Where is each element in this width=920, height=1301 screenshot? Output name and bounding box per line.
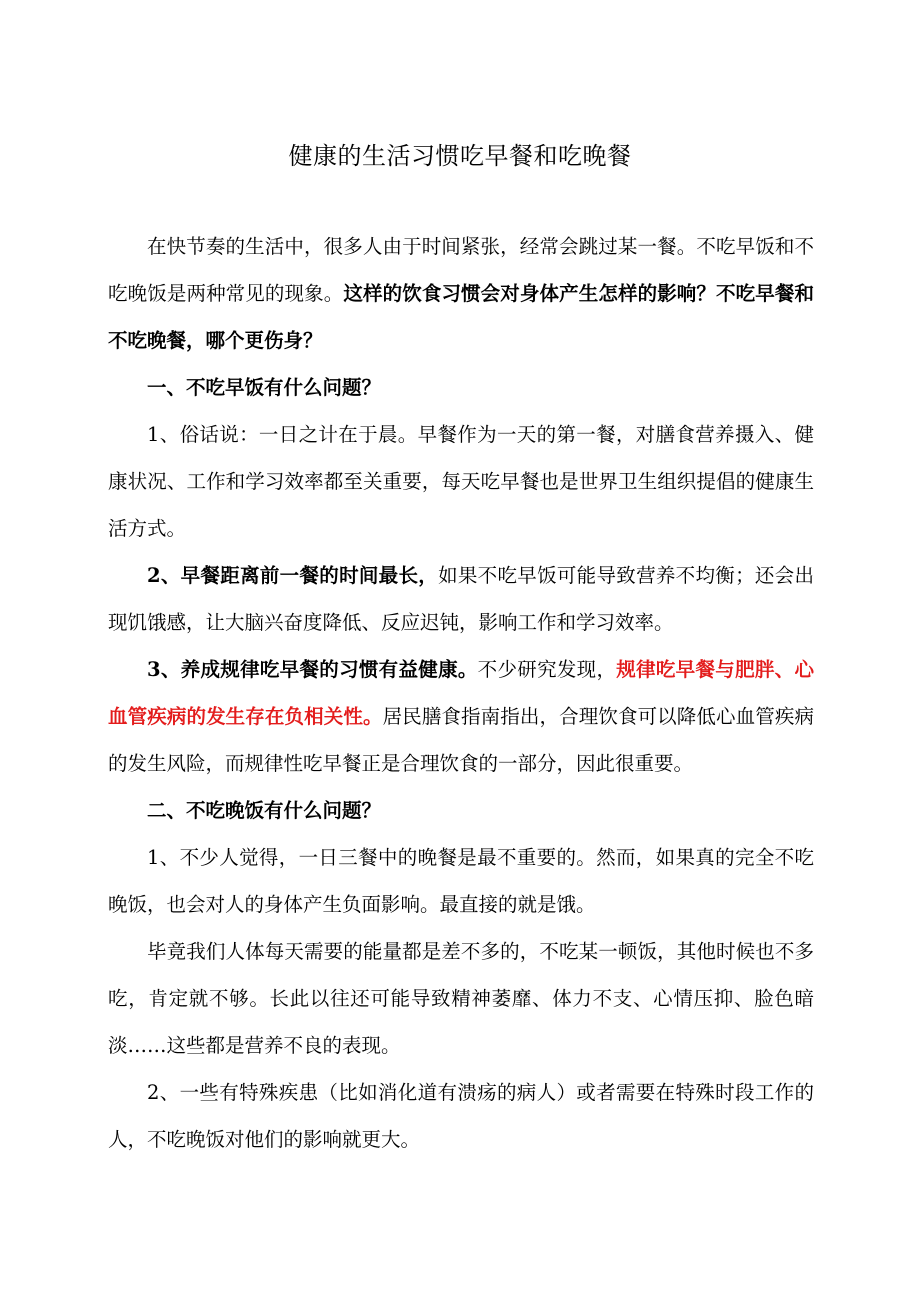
s1-item3-bold: 3、养成规律吃早餐的习惯有益健康。 bbox=[147, 658, 478, 681]
s1-item2-bold: 2、早餐距离前一餐的时间最长， bbox=[147, 564, 439, 587]
s1-item3-text2: 居民膳食指南指出，合理饮食可以降低心血管疾病的发生风险，而规律性吃早餐正是合理饮食的一部分，因此很重要。 bbox=[108, 705, 814, 775]
s2-item2: 2、一些有特殊疾患（比如消化道有溃疡的病人）或者需要在特殊时段工作的人，不吃晚饭对他们的影响就更大。 bbox=[108, 1081, 814, 1151]
s1-item3-red-highlight: 规律吃早餐与肥胖、心血管疾病的发生存在负相关性。 bbox=[108, 658, 814, 728]
s1-item3-text1: 不少研究发现， bbox=[477, 658, 617, 681]
s1-item1: 1、俗话说：一日之计在于晨。早餐作为一天的第一餐，对膳食营养摄入、健康状况、工作和学习效率都至关重要，每天吃早餐也是世界卫生组织提倡的健康生活方式。 bbox=[108, 423, 814, 540]
section2-heading: 二、不吃晚饭有什么问题？ bbox=[147, 799, 382, 822]
intro-text: 在快节奏的生活中，很多人由于时间紧张，经常会跳过某一餐。不吃早饭和不吃晚饭是两种常见的现象。 bbox=[108, 235, 814, 305]
s1-item3 bbox=[108, 646, 814, 787]
s1-item2 bbox=[108, 552, 814, 646]
s2-item1: 1、不少人觉得，一日三餐中的晚餐是最不重要的。然而，如果真的完全不吃晚饭，也会对人的身体产生负面影响。最直接的就是饿。 bbox=[108, 846, 814, 916]
s1-item2-text: 如果不吃早饭可能导致营养不均衡；还会出现饥饿感，让大脑兴奋度降低、反应迟钝，影响工作和学习效率。 bbox=[108, 564, 814, 634]
s2-item1-continued: 毕竟我们人体每天需要的能量都是差不多的，不吃某一顿饭，其他时候也不多吃，肯定就不够。长此以往还可能导致精神萎靡、体力不支、心情压抑、脸色暗淡……这些都是营养不良的表现。 bbox=[108, 940, 814, 1057]
document-body bbox=[108, 223, 814, 1163]
section1-heading: 一、不吃早饭有什么问题？ bbox=[147, 376, 382, 399]
intro-bold-question: 这样的饮食习惯会对身体产生怎样的影响？不吃早餐和不吃晚餐，哪个更伤身？ bbox=[108, 282, 814, 352]
document-title: 健康的生活习惯吃早餐和吃晚餐 bbox=[288, 142, 632, 170]
intro-paragraph bbox=[108, 223, 814, 364]
